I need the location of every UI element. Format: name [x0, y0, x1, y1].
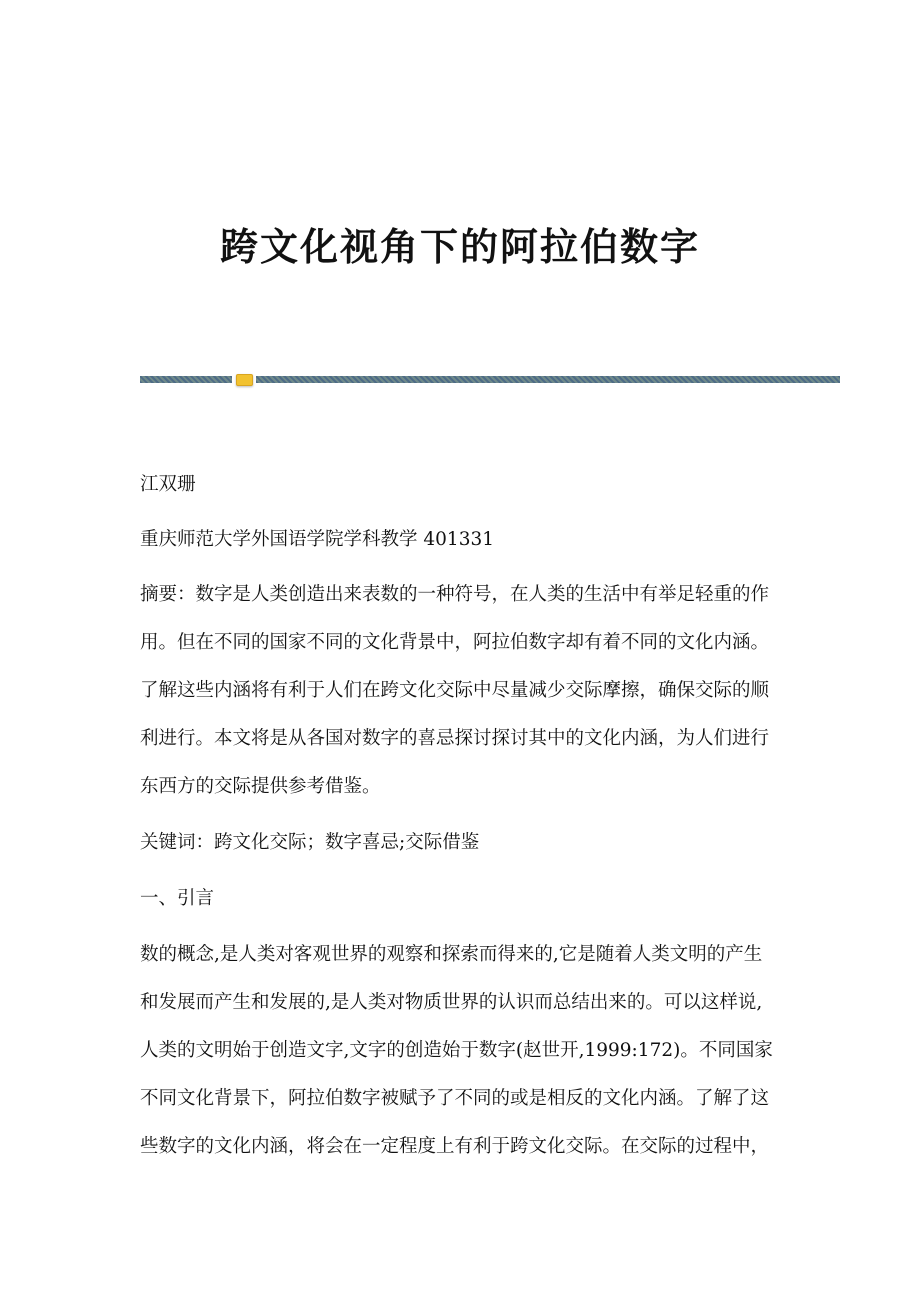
section-heading: 一、引言	[140, 888, 215, 909]
divider-left	[140, 376, 232, 383]
body-line: 和发展而产生和发展的,是人类对物质世界的认识而总结出来的。可以这样说,	[140, 992, 763, 1013]
author: 江双珊	[140, 474, 196, 495]
abstract-line: 东西方的交际提供参考借鉴。	[140, 776, 381, 797]
divider-right	[256, 376, 840, 383]
abstract-line: 利进行。本文将是从各国对数字的喜忌探讨探讨其中的文化内涵，为人们进行	[140, 728, 770, 749]
abstract-line: 了解这些内涵将有利于人们在跨文化交际中尽量减少交际摩擦，确保交际的顺	[140, 680, 770, 701]
abstract-line: 摘要：数字是人类创造出来表数的一种符号，在人类的生活中有举足轻重的作	[140, 584, 770, 605]
body-line: 不同文化背景下，阿拉伯数字被赋予了不同的或是相反的文化内涵。了解了这	[140, 1088, 770, 1109]
body-line: 人类的文明始于创造文字,文字的创造始于数字(赵世开,1999:172)。不同国家	[140, 1040, 773, 1061]
affiliation: 重庆师范大学外国语学院学科教学 401331	[140, 529, 495, 550]
divider-ornament-icon	[236, 374, 253, 386]
body-line: 数的概念,是人类对客观世界的观察和探索而得来的,它是随着人类文明的产生	[140, 944, 763, 965]
keywords: 关键词：跨文化交际；数字喜忌;交际借鉴	[140, 832, 480, 853]
document-title: 跨文化视角下的阿拉伯数字	[219, 225, 700, 269]
abstract-line: 用。但在不同的国家不同的文化背景中，阿拉伯数字却有着不同的文化内涵。	[140, 632, 770, 653]
body-line: 些数字的文化内涵，将会在一定程度上有利于跨文化交际。在交际的过程中，	[140, 1136, 770, 1157]
